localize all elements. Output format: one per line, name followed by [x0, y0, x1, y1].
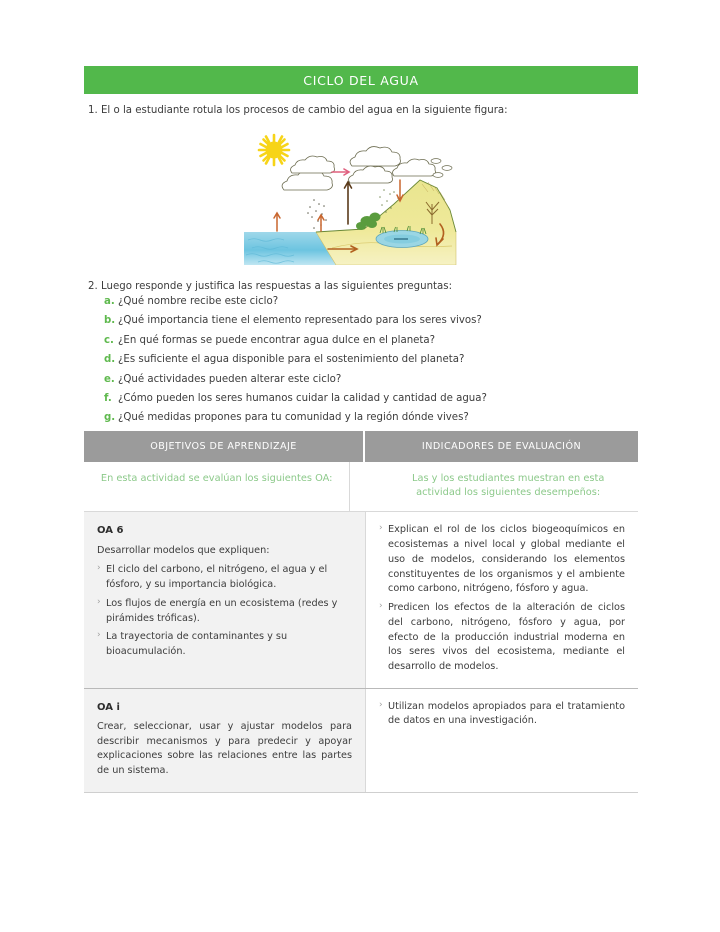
indicator-list-oai — [379, 700, 625, 729]
question-letter-e: e. — [104, 373, 115, 385]
question-text-b: ¿Qué importancia tiene el elemento representado para los seres vivos? — [118, 315, 482, 327]
table-header-objetivos: OBJETIVOS DE APRENDIZAJE — [84, 431, 363, 462]
indicators-cell-oa6 — [365, 512, 638, 687]
table-header-row — [84, 431, 638, 462]
oa-code-oai: OA i — [97, 701, 120, 713]
list-item: › Explican el rol de los ciclos biogeoquímicos en ecosistemas a nivel local y global mediante el uso de modelos, considerando los elementos constituyentes de los organismos y el ambiente como carbono, nitrógeno, fósforo y agua. — [379, 523, 625, 597]
oa-bullet-list-oa6 — [97, 563, 352, 659]
table-subheader-row — [84, 462, 638, 512]
question-text-e: ¿Qué actividades pueden alterar este ciclo? — [118, 373, 342, 385]
question-item-a — [104, 296, 624, 315]
question-letter-c: c. — [104, 334, 114, 346]
question-text-f: ¿Cómo pueden los seres humanos cuidar la calidad y cantidad de agua? — [118, 392, 487, 404]
question-item-e — [104, 374, 624, 393]
table-subheader-indicadores: Las y los estudiantes muestran en esta actividad los siguientes desempeños: — [378, 462, 638, 511]
table-column-divider — [349, 462, 378, 511]
question-letter-g: g. — [104, 412, 116, 424]
instruction-2-number: 2. — [88, 281, 98, 292]
instruction-1-text: El o la estudiante rotula los procesos de cambio del agua en la siguiente figura: — [101, 105, 508, 116]
table-header-indicadores: INDICADORES DE EVALUACIÓN — [365, 431, 638, 462]
question-item-b — [104, 315, 624, 334]
question-item-g — [104, 412, 624, 431]
table-row — [84, 512, 638, 688]
question-letter-f: f. — [104, 392, 112, 404]
table-subheader-objetivos: En esta actividad se evalúan los siguientes OA: — [84, 462, 349, 511]
question-item-c — [104, 335, 624, 354]
list-item: › La trayectoria de contaminantes y su bioacumulación. — [97, 630, 352, 659]
question-letter-d: d. — [104, 354, 116, 366]
list-item: › Predicen los efectos de la alteración de ciclos del carbono, nitrógeno, fósforo y agua, por efecto de la producción industrial moderna en los seres vivos del ecosistema, mediante el desarrollo de modelos. — [379, 601, 625, 675]
indicator-list-oa6 — [379, 523, 625, 674]
indicators-cell-oai — [365, 689, 638, 792]
instruction-2-text: Luego responde y justifica las respuestas a las siguientes preguntas: — [101, 281, 453, 292]
question-text-d: ¿Es suficiente el agua disponible para el sostenimiento del planeta? — [118, 354, 465, 366]
list-item: › Utilizan modelos apropiados para el tratamiento de datos en una investigación. — [379, 700, 625, 729]
instruction-1-number: 1. — [88, 105, 98, 116]
question-letter-b: b. — [104, 315, 116, 327]
question-list — [104, 296, 624, 432]
oa-text-oai: Crear, seleccionar, usar y ajustar modelos para describir mecanismos y para predecir y apoyar explicaciones sobre las relaciones entre las partes de un sistema. — [97, 720, 352, 777]
sun-icon — [259, 135, 289, 165]
question-text-c: ¿En qué formas se puede encontrar agua dulce en el planeta? — [118, 334, 436, 346]
list-item: › Los flujos de energía en un ecosistema (redes y pirámides tróficas). — [97, 597, 352, 626]
page-title-banner — [84, 66, 638, 94]
question-item-f — [104, 393, 624, 412]
question-text-a: ¿Qué nombre recibe este ciclo? — [118, 296, 279, 307]
oa-code-oa6: OA 6 — [97, 525, 124, 537]
objectives-cell-oa6 — [84, 512, 365, 687]
instruction-2 — [88, 280, 452, 295]
list-item: › El ciclo del carbono, el nitrógeno, el agua y el fósforo, y su importancia biológica. — [97, 563, 352, 592]
question-item-d — [104, 354, 624, 373]
objectives-cell-oai — [84, 689, 365, 792]
oa-lead-oa6: Desarrollar modelos que expliquen: — [97, 544, 270, 556]
question-text-g: ¿Qué medidas propones para tu comunidad y la región dónde vives? — [118, 412, 469, 424]
page-title: CICLO DEL AGUA — [303, 72, 419, 88]
table-row — [84, 689, 638, 793]
water-cycle-illustration — [244, 128, 459, 265]
objectives-indicators-table — [84, 431, 638, 793]
instruction-1 — [88, 104, 508, 119]
question-letter-a: a. — [104, 296, 115, 307]
